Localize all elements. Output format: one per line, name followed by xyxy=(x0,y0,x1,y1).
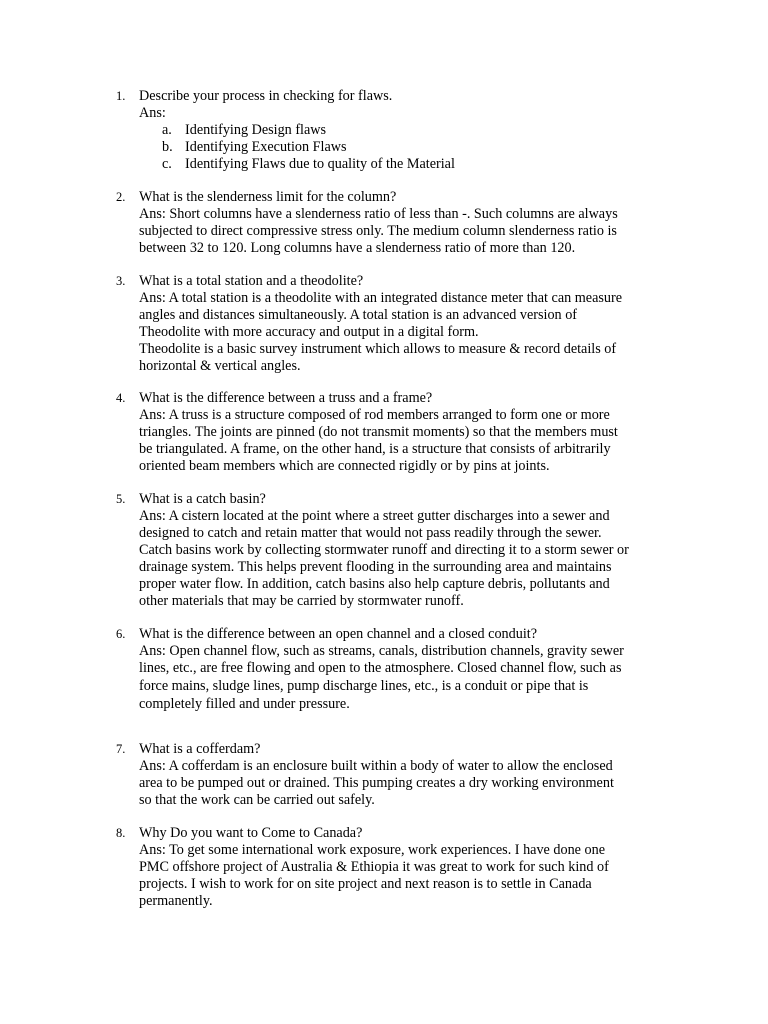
answer-line: Ans: Open channel flow, such as streams, canals, distribution channels, gravity sewer xyxy=(139,643,624,659)
answer-line: Ans: A truss is a structure composed of rod members arranged to form one or more xyxy=(139,407,610,423)
answer-line: Ans: A cistern located at the point where a street gutter discharges into a sewer and xyxy=(139,508,610,524)
answer-line: Theodolite with more accuracy and output in a digital form. xyxy=(139,324,479,340)
sub-item-text: Identifying Flaws due to quality of the Material xyxy=(185,156,455,172)
answer-line: Theodolite is a basic survey instrument which allows to measure & record details of xyxy=(139,341,617,357)
sub-item xyxy=(162,139,347,156)
sub-item-letter: a. xyxy=(162,122,172,138)
answer-line: be triangulated. A frame, on the other hand, is a structure that consists of arbitrarily xyxy=(139,441,611,457)
sub-item-letter: c. xyxy=(162,156,172,172)
question-number: 7. xyxy=(116,742,126,756)
question-number: 4. xyxy=(116,391,126,405)
sub-item xyxy=(162,156,455,173)
question-text: Describe your process in checking for flaws. xyxy=(139,88,393,104)
question-text: What is a catch basin? xyxy=(139,491,266,507)
sub-item-text: Identifying Design flaws xyxy=(185,122,327,138)
answer-line: designed to catch and retain matter that would not pass readily through the sewer. xyxy=(139,525,602,541)
answer-line: Catch basins work by collecting stormwater runoff and directing it to a storm sewer or xyxy=(139,542,629,558)
answer-line: Ans: Short columns have a slenderness ratio of less than -. Such columns are always xyxy=(139,206,618,222)
answer-line: so that the work can be carried out safely. xyxy=(139,792,375,808)
sub-item-text: Identifying Execution Flaws xyxy=(185,139,347,155)
answer-line: Ans: A cofferdam is an enclosure built within a body of water to allow the enclosed xyxy=(139,758,613,774)
answer-line: drainage system. This helps prevent flooding in the surrounding area and maintains xyxy=(139,559,612,575)
answer-line: projects. I wish to work for on site project and next reason is to settle in Canada xyxy=(139,876,592,892)
answer-line: PMC offshore project of Australia & Ethiopia it was great to work for such kind of xyxy=(139,859,609,875)
sub-item-letter: b. xyxy=(162,139,173,155)
answer-line: lines, etc., are free flowing and open to the atmosphere. Closed channel flow, such as xyxy=(139,660,622,676)
answer-line: triangles. The joints are pinned (do not transmit moments) so that the members must xyxy=(139,424,618,440)
question-number: 3. xyxy=(116,274,126,288)
question-number: 6. xyxy=(116,627,126,641)
sub-item xyxy=(162,122,326,139)
question-text: What is a cofferdam? xyxy=(139,741,261,757)
question-text: What is a total station and a theodolite? xyxy=(139,273,364,289)
answer-line: oriented beam members which are connected rigidly or by pins at joints. xyxy=(139,458,550,474)
answer-line: completely filled and under pressure. xyxy=(139,696,350,712)
question-text: Why Do you want to Come to Canada? xyxy=(139,825,363,841)
answer-label: Ans: xyxy=(139,105,166,121)
answer-line: subjected to direct compressive stress only. The medium column slenderness ratio is xyxy=(139,223,617,239)
answer-line: other materials that may be carried by stormwater runoff. xyxy=(139,593,464,609)
answer-line: Ans: A total station is a theodolite with an integrated distance meter that can measure xyxy=(139,290,623,306)
question-number: 2. xyxy=(116,190,126,204)
answer-line: Ans: To get some international work exposure, work experiences. I have done one xyxy=(139,842,606,858)
answer-line: permanently. xyxy=(139,893,213,909)
answer-line: angles and distances simultaneously. A total station is an advanced version of xyxy=(139,307,578,323)
answer-line: area to be pumped out or drained. This pumping creates a dry working environment xyxy=(139,775,614,791)
question-text: What is the slenderness limit for the column? xyxy=(139,189,397,205)
question-text: What is the difference between an open channel and a closed conduit? xyxy=(139,626,537,642)
question-number: 1. xyxy=(116,89,126,103)
question-number: 8. xyxy=(116,826,126,840)
question-number: 5. xyxy=(116,492,126,506)
answer-line: force mains, sludge lines, pump discharge lines, etc., is a conduit or pipe that is xyxy=(139,678,589,694)
answer-line: between 32 to 120. Long columns have a slenderness ratio of more than 120. xyxy=(139,240,576,256)
answer-line: proper water flow. In addition, catch basins also help capture debris, pollutants and xyxy=(139,576,610,592)
answer-line: horizontal & vertical angles. xyxy=(139,358,301,374)
question-text: What is the difference between a truss and a frame? xyxy=(139,390,433,406)
